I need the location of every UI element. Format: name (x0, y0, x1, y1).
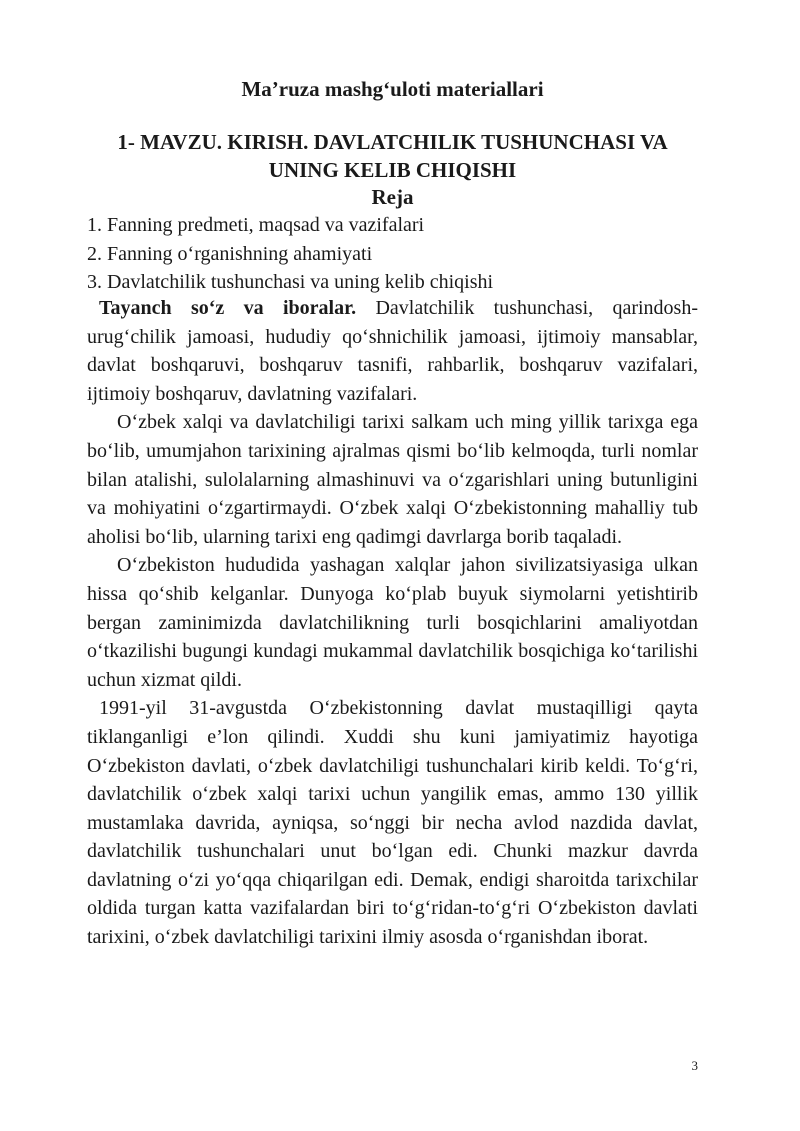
keywords-paragraph (87, 294, 698, 408)
plan-item-3: 3. Davlatchilik tushunchasi va uning kelib chiqishi (87, 271, 494, 293)
document-header-title: Ma’ruza mashg‘uloti materiallari (241, 77, 544, 101)
plan-item-2: 2. Fanning o‘rganishning ahamiyati (87, 242, 373, 265)
page-number: 3 (691, 1058, 698, 1073)
paragraph-2: O‘zbekiston hududida yashagan xalqlar jahon sivilizatsiyasiga ulkan hissa qo‘shib kelganlar. Dunyoga ko‘plab buyuk siymolarni yetishtirib bergan zaminimizda davlatchilikning turli bosqichlarini amaliyotdan o‘tkazilishi bugungi kundagi mukammal davlatchilik bosqichiga ko‘tarilishi uchun xizmat qildi. (87, 554, 698, 691)
plan-heading: Reja (371, 185, 414, 209)
topic-title-line-1: 1- MAVZU. KIRISH. DAVLATCHILIK TUSHUNCHASI VA (117, 130, 668, 154)
keywords-lead: Tayanch so‘z va iboralar. (99, 297, 357, 319)
plan-list (87, 211, 698, 297)
topic-title (87, 128, 698, 184)
document-page (87, 0, 698, 1131)
paragraph-1: O‘zbek xalqi va davlatchiligi tarixi salkam uch ming yillik tarixga ega bo‘lib, umumjahon tarixining ajralmas qismi bo‘lib kelmoqda, turli nomlar bilan atalishi, sulolalarning almashinuvi va o‘zgarishlari uning butunligini va mohiyatini o‘zgartirmaydi. O‘zbek xalqi O‘zbekistonning mahalliy tub aholisi bo‘lib, ularning tarixi eng qadimgi davrlarga borib taqaladi. (87, 411, 698, 548)
plan-item-1: 1. Fanning predmeti, maqsad va vazifalari (87, 214, 425, 236)
topic-title-line-2: UNING KELIB CHIQISHI (268, 158, 517, 182)
body-text (87, 294, 698, 952)
paragraph-3: 1991-yil 31-avgustda O‘zbekistonning davlat mustaqilligi qayta tiklanganligi e’lon qilindi. Xuddi shu kuni jamiyatimiz hayotiga O‘zbekiston davlati, o‘zbek davlatchiligi tushunchalari kirib keldi. To‘g‘ri, davlatchilik o‘zbek xalqi tarixi uchun yangilik emas, ammo 130 yillik mustamlaka davrida, ayniqsa, so‘nggi bir necha avlod nazdida davlat, davlatchilik tushunchalari unut bo‘lgan edi. Chunki mazkur davrda davlatning o‘zi yo‘qqa chiqarilgan edi. Demak, endigi sharoitda tarixchilar oldida turgan katta vazifalardan biri to‘g‘ridan-to‘g‘ri O‘zbekiston davlati tarixini, o‘zbek davlatchiligi tarixini ilmiy asosda o‘rganishdan iborat. (87, 697, 698, 949)
keywords-text: Davlatchilik tushunchasi, qarindosh-urug‘chilik jamoasi, hududiy qo‘shnichilik jamoasi, ijtimoiy mansablar, davlat boshqaruvi, boshqaruv tasnifi, rahbarlik, boshqaruv vazifalari, ijtimoiy boshqaruv, davlatning vazifalari. (87, 297, 698, 405)
